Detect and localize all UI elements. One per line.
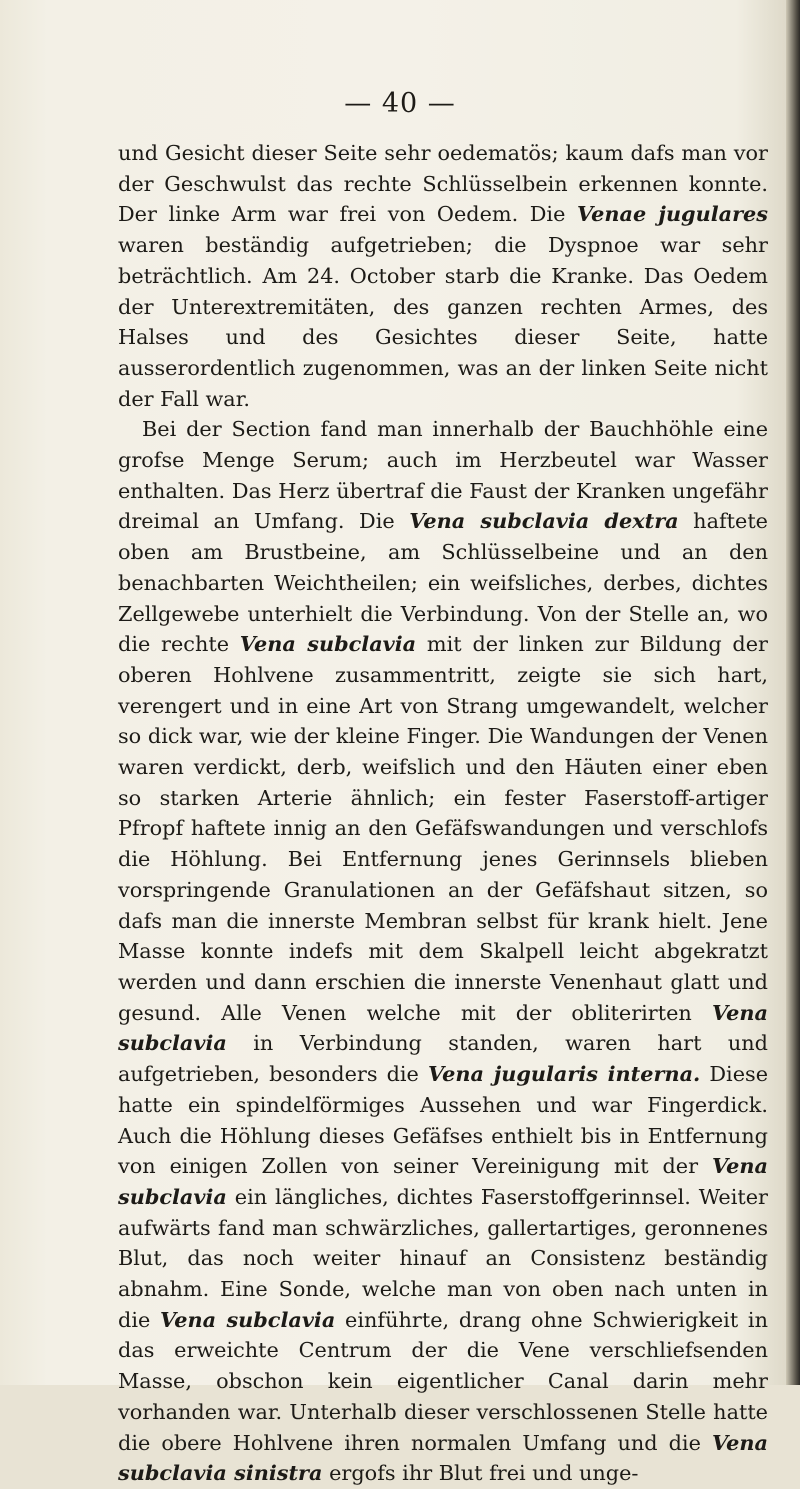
text-run: einführte, drang ohne Schwierigkeit in das erweichte Centrum der die Vene verschliefsenden Masse, obschon kein eigentlicher Canal darin mehr vorhanden war. Unterhalb dieser verschlossenen Stelle hatte die obere Hohlvene ihren normalen Umfang und die (118, 1307, 768, 1455)
page-number: — 40 — (344, 88, 456, 119)
page-edge-shadow (786, 0, 800, 1385)
italic-term: Vena subclavia (118, 1153, 768, 1209)
text-run: haftete oben am Brustbeine, am Schlüsselbeine und an den benachbarten Weichtheilen; ein weifsliches, derbes, dichtes Zellgewebe unterhielt die Verbindung. Von der Stelle an, wo die rechte (118, 509, 768, 657)
italic-term: Venae jugulares (576, 201, 768, 227)
text-run: in Verbindung standen, waren hart und aufgetrieben, besonders die (118, 1031, 768, 1087)
text-run: mit der linken zur Bildung der oberen Hohlvene zusammentritt, zeigte sie sich hart, verengert und in eine Art von Strang umgewandelt, welcher so dick war, wie der kleine Finger. Die Wandungen der Venen waren verdickt, derb, weifslich und den Häuten einer eben so starken Arterie ähnlich; ein fester Faserstoff-artiger Pfropf haftete innig an den Gefäfswandungen und verschlofs die Höhlung. Bei Entfernung jenes Gerinnsels blieben vorspringende Granulationen an der Gefäfshaut sitzen, so dafs man die innerste Membran selbst für krank hielt. Jene Masse konnte indefs mit dem Skalpell leicht abgekratzt werden und dann erschien die innerste Venenhaut glatt und gesund. Alle Venen welche mit der obliterirten (118, 632, 768, 1025)
italic-term: Vena subclavia (160, 1306, 336, 1332)
italic-term: Vena subclavia (239, 631, 417, 657)
text-run: und Gesicht dieser Seite sehr oedematös; kaum dafs man vor der Geschwulst das rechte Schlüsselbein erkennen konnte. Der linke Arm war frei von Oedem. Die (118, 141, 768, 227)
text-run: Diese hatte ein spindelförmiges Aussehen und war Fingerdick. Auch die Höhlung dieses Gefäfses enthielt bis in Entfernung von einigen Zollen von seiner Vereinigung mit der (118, 1062, 768, 1179)
italic-term: Vena subclavia sinistra (118, 1429, 768, 1486)
text-run: ein längliches, dichtes Faserstoffgerinnsel. Weiter aufwärts fand man schwärzliches, gallertartiges, geronnenes Blut, das noch weiter hinauf an Consistenz beständig abnahm. Eine Sonde, welche man von oben nach unten in die (118, 1184, 768, 1332)
paragraph (118, 414, 768, 1489)
italic-term: Vena jugularis interna. (427, 1061, 701, 1087)
paragraph (118, 138, 768, 414)
text-run: ergofs ihr Blut frei und unge- (322, 1461, 639, 1486)
italic-term: Vena subclavia (118, 999, 768, 1056)
text-run: waren beständig aufgetrieben; die Dyspnoe war sehr beträchtlich. Am 24. October starb die Kranke. Das Oedem der Unterextremitäten, des ganzen rechten Armes, des Halses und des Gesichtes dieser Seite, hatte ausserordentlich zugenommen, was an der linken Seite nicht der Fall war. (118, 233, 768, 411)
text-run: Bei der Section fand man innerhalb der Bauchhöhle eine grofse Menge Serum; auch im Herzbeutel war Wasser enthalten. Das Herz übertraf die Faust der Kranken ungefähr dreimal an Umfang. Die (118, 417, 768, 534)
body-text (118, 138, 768, 1489)
italic-term: Vena subclavia dextra (409, 508, 679, 534)
